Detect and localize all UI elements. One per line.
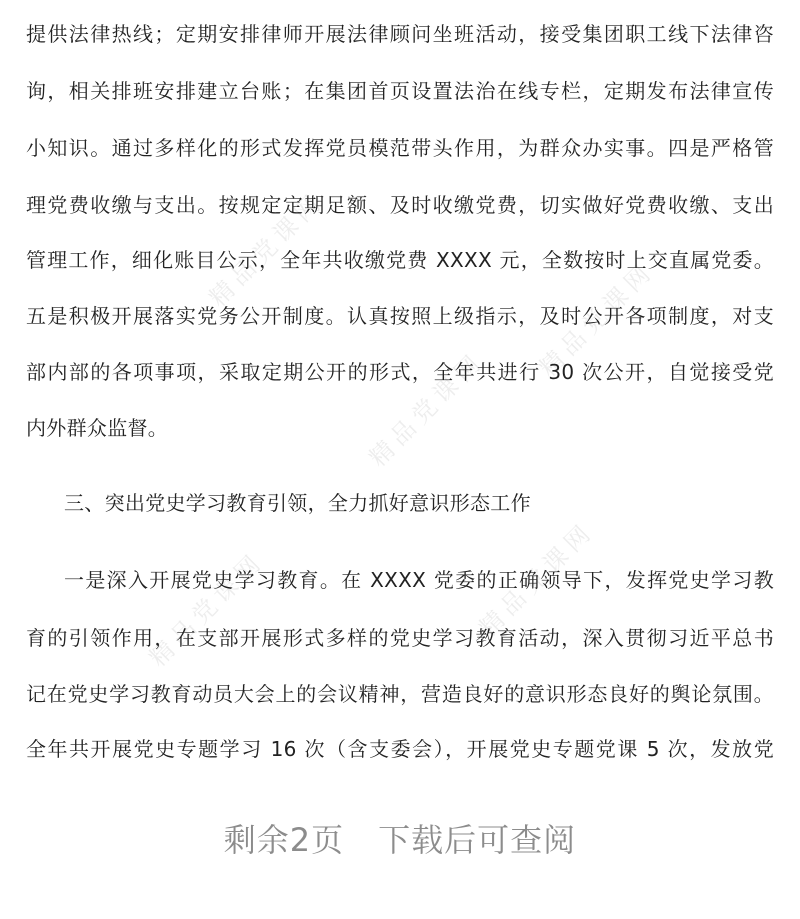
watermark: 精品党课网	[203, 186, 330, 313]
paragraph-line: 一是深入开展党史学习教育。在 XXXX 党委的正确领导下，发挥党史学习教	[64, 568, 774, 592]
watermark: 精品党课网	[473, 516, 600, 643]
watermark: 精品党课网	[533, 256, 660, 383]
paragraph-line: 育的引领作用，在支部开展形式多样的党史学习教育活动，深入贯彻习近平总书	[26, 626, 774, 650]
section-heading: 三、突出党史学习教育引领，全力抓好意识形态工作	[64, 491, 531, 515]
download-prompt[interactable]	[0, 815, 800, 865]
watermark: 精品党课网	[363, 346, 490, 473]
paragraph-line: 全年共开展党史专题学习 16 次（含支委会），开展党史专题党课 5 次，发放党	[26, 737, 774, 761]
paragraph-line: 小知识。通过多样化的形式发挥党员模范带头作用，为群众办实事。四是严格管	[26, 136, 774, 160]
paragraph-line: 理党费收缴与支出。按规定定期足额、及时收缴党费，切实做好党费收缴、支出	[26, 193, 774, 217]
paragraph-line: 询，相关排班安排建立台账；在集团首页设置法治在线专栏，定期发布法律宣传	[26, 79, 774, 103]
paragraph-line: 内外群众监督。	[26, 416, 169, 440]
paragraph-line: 管理工作，细化账目公示，全年共收缴党费 XXXX 元，全数按时上交直属党委。	[26, 248, 774, 272]
remaining-pages-label: 剩余2页	[223, 821, 345, 859]
paragraph-line: 五是积极开展落实党务公开制度。认真按照上级指示，及时公开各项制度，对支	[26, 304, 774, 328]
paragraph-line: 提供法律热线；定期安排律师开展法律顾问坐班活动，接受集团职工线下法律咨	[26, 22, 774, 46]
watermark: 精品党课网	[143, 546, 270, 673]
download-to-view-label[interactable]: 下载后可查阅	[378, 821, 577, 859]
paragraph-line: 部内部的各项事项，采取定期公开的形式，全年共进行 30 次公开，自觉接受党	[26, 360, 774, 384]
paragraph-line: 记在党史学习教育动员大会上的会议精神，营造良好的意识形态良好的舆论氛围。	[26, 682, 774, 706]
